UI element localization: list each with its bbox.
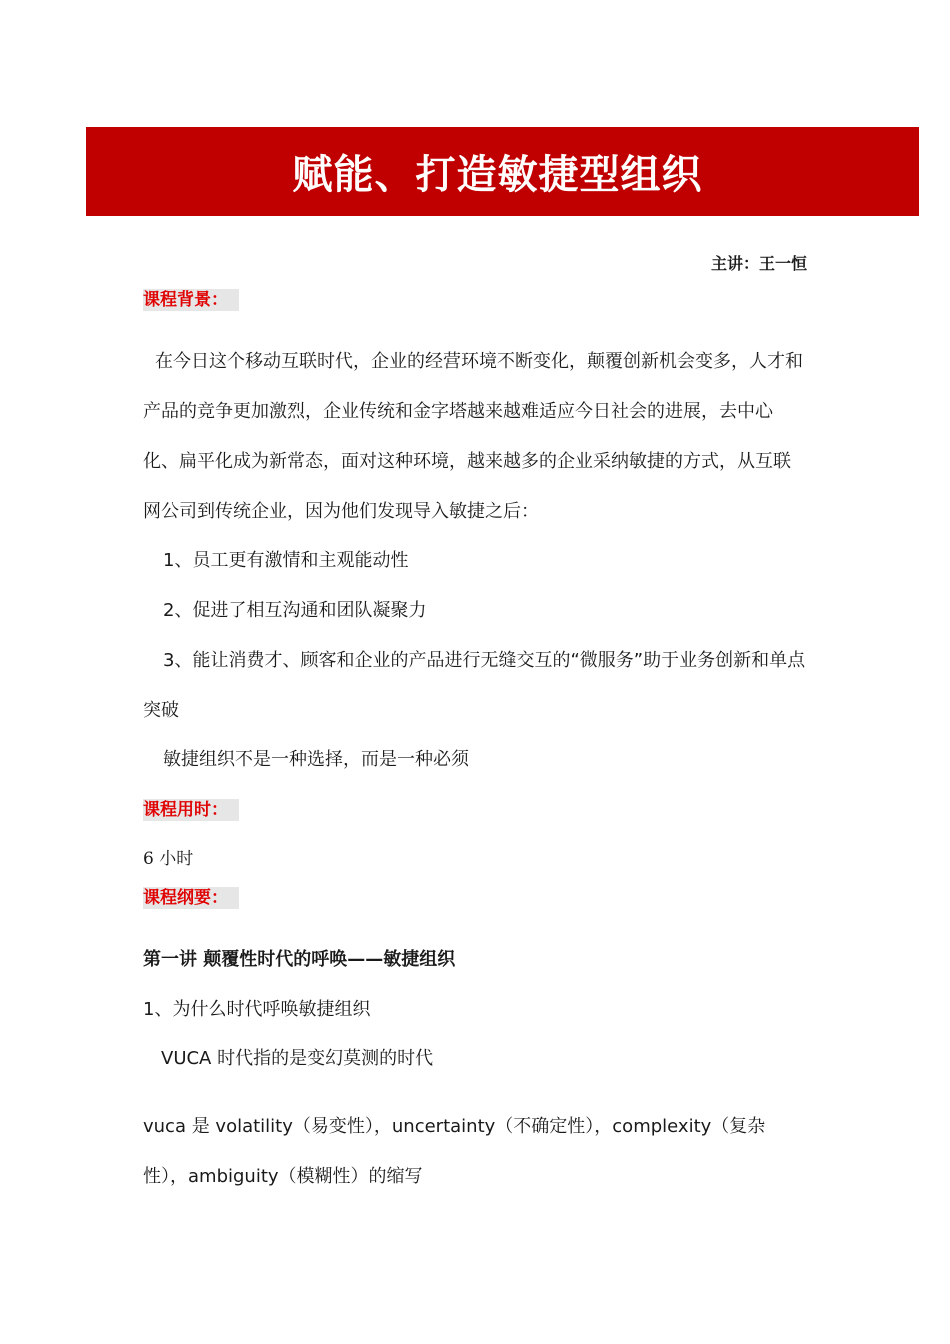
list-item: 1、员工更有激情和主观能动性	[163, 550, 409, 571]
background-conclusion: 敏捷组织不是一种选择，而是一种必须	[163, 749, 469, 770]
title-banner	[86, 127, 919, 216]
lecture-heading: 第一讲 颠覆性时代的呼唤——敏捷组织	[143, 949, 456, 970]
section-label-duration: 课程用时：	[143, 799, 239, 821]
section-label-background: 课程背景：	[143, 289, 239, 311]
section-label-outline: 课程纲要：	[143, 887, 239, 909]
lecturer: 主讲：王一恒	[710, 254, 807, 273]
vuca-line: VUCA 时代指的是变幻莫测的时代	[161, 1048, 434, 1069]
vuca-definition: vuca 是 volatility（易变性），uncertainty（不确定性），complexity（复杂性），ambiguity（模糊性）的缩写	[143, 1116, 766, 1187]
list-item: 2、促进了相互沟通和团队凝聚力	[163, 600, 427, 621]
list-item: 3、能让消费才、顾客和企业的产品进行无缝交互的“微服务”助于业务创新和单点突破	[143, 650, 806, 721]
outline-point: 1、为什么时代呼唤敏捷组织	[143, 999, 371, 1020]
duration-value: 6 小时	[143, 849, 194, 869]
background-paragraph: 在今日这个移动互联时代，企业的经营环境不断变化，颠覆创新机会变多，人才和产品的竞争更加激烈，企业传统和金字塔越来越难适应今日社会的进展，去中心化、扁平化成为新常态，面对这种环境，越来越多的企业采纳敏捷的方式，从互联网公司到传统企业，因为他们发现导入敏捷之后：	[143, 351, 803, 522]
document-title: 赋能、打造敏捷型组织	[292, 152, 703, 198]
